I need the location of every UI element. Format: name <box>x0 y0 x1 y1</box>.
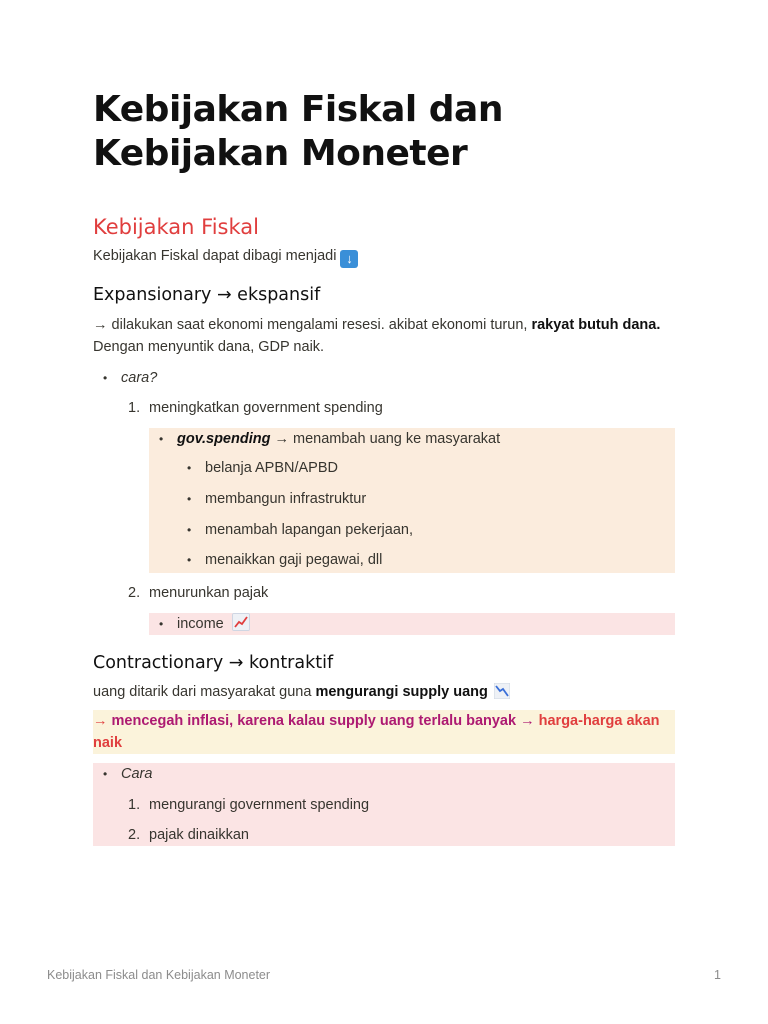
expansionary-desc-suffix: Dengan menyuntik dana, GDP naik. <box>93 339 325 355</box>
step-1-number: 1. <box>128 797 141 813</box>
income-text: income <box>177 616 224 632</box>
page-footer <box>47 968 721 982</box>
expansionary-heading: Expansionary → ekspansif <box>93 285 321 305</box>
intro-paragraph <box>93 245 675 268</box>
expansionary-desc-prefix: → dilakukan saat ekonomi mengalami resesi. akibat ekonomi turun, <box>93 317 532 333</box>
contractionary-heading: Contractionary → kontraktif <box>93 653 334 673</box>
page-title: Kebijakan Fiskal dan Kebijakan Moneter <box>93 89 503 174</box>
step-2-item <box>93 582 675 604</box>
callout-main-text: mencegah inflasi, karena kalau supply uang terlalu banyak → <box>111 713 539 729</box>
sub-item <box>149 488 366 510</box>
gov-spending-rest: → menambah uang ke masyarakat <box>270 431 501 447</box>
inflation-callout <box>93 710 675 754</box>
intro-text: Kebijakan Fiskal dapat dibagi menjadi <box>93 248 337 264</box>
page-content <box>93 88 675 846</box>
bullet: • <box>103 767 108 781</box>
step-2-number: 2. <box>128 827 141 843</box>
expansionary-desc-bold: rakyat butuh dana. <box>531 317 661 333</box>
step-1-text: meningkatkan government spending <box>149 400 383 416</box>
down-arrow-icon: ↓ <box>340 250 358 268</box>
sub-item-text: membangun infrastruktur <box>205 491 367 507</box>
gov-spending-bold: gov.spending <box>177 431 271 447</box>
bullet: • <box>159 617 164 631</box>
contractionary-cara-block <box>93 763 675 846</box>
step-2-text: pajak dinaikkan <box>149 827 249 843</box>
step-1-item <box>93 794 369 816</box>
bullet: • <box>187 553 192 567</box>
step-2-text: menurunkan pajak <box>149 585 269 601</box>
cara-list-item <box>93 367 675 389</box>
sub-item-text: menaikkan gaji pegawai, dll <box>205 552 383 568</box>
callout-red-text: harga-harga akan naik <box>93 713 660 751</box>
bullet: • <box>187 461 192 475</box>
income-item <box>149 613 675 635</box>
sub-item <box>149 457 338 479</box>
step-2-item <box>93 824 249 846</box>
chart-increasing-icon <box>232 613 250 631</box>
section-heading-fiskal: Kebijakan Fiskal <box>93 215 259 239</box>
bullet: • <box>103 371 108 385</box>
contractionary-desc-bold: mengurangi supply uang <box>315 684 488 700</box>
step-1-number: 1. <box>128 400 141 416</box>
step-1-text: mengurangi government spending <box>149 797 370 813</box>
chart-decreasing-icon <box>494 683 510 699</box>
callout-arrow: → <box>93 713 112 729</box>
cara-list-item <box>93 763 152 785</box>
step-2-number: 2. <box>128 585 141 601</box>
contractionary-desc-prefix: uang ditarik dari masyarakat guna <box>93 684 316 700</box>
sub-item <box>149 549 382 571</box>
bullet: • <box>187 523 192 537</box>
cara-label: Cara <box>121 766 153 782</box>
cara-label: cara? <box>121 370 158 386</box>
sub-item-text: belanja APBN/APBD <box>205 460 338 476</box>
contractionary-description <box>93 681 675 703</box>
page-number: 1 <box>714 968 721 982</box>
sub-item <box>149 519 413 541</box>
sub-item-text: menambah lapangan pekerjaan, <box>205 522 413 538</box>
footer-title: Kebijakan Fiskal dan Kebijakan Moneter <box>47 968 271 982</box>
step-1-item <box>93 397 675 419</box>
expansionary-description <box>93 314 675 358</box>
gov-spending-item <box>149 428 500 450</box>
bullet: • <box>159 432 164 446</box>
gov-spending-block <box>149 428 675 573</box>
bullet: • <box>187 492 192 506</box>
